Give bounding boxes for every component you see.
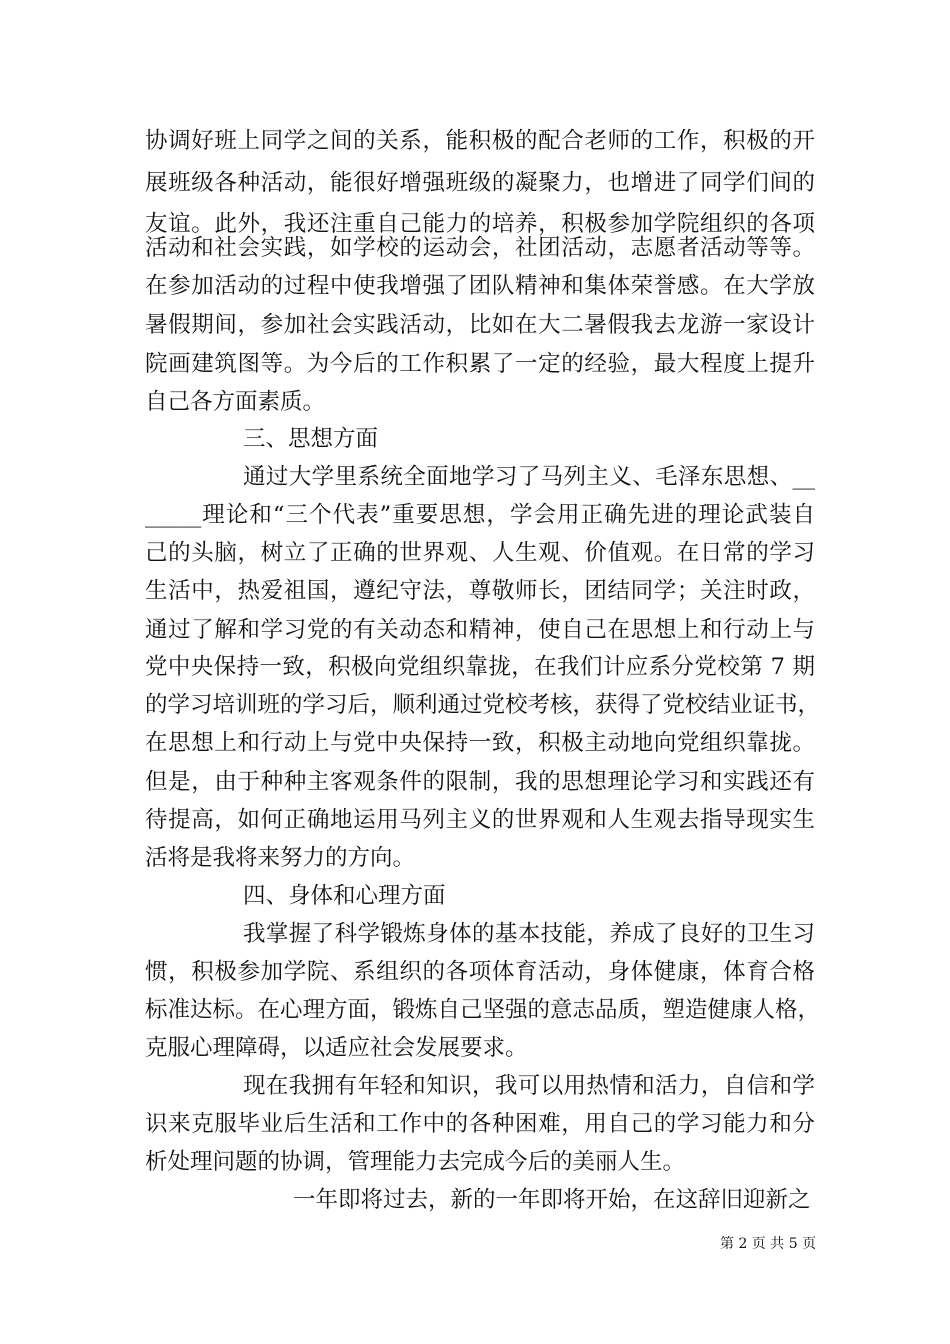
paragraph-line: 展班级各种活动，能很好增强班级的凝聚力，也增进了同学们间的 <box>145 170 815 196</box>
paragraph-line: 活动和社会实践，如学校的运动会，社团活动，志愿者活动等等。 <box>145 235 815 261</box>
paragraph-line: 己的头脑，树立了正确的世界观、人生观、价值观。在日常的学习 <box>145 540 815 566</box>
paragraph-line: 协调好班上同学之间的关系，能积极的配合老师的工作，积极的开 <box>145 128 815 154</box>
paragraph-line: 生活中，热爱祖国，遵纪守法，尊敬师长，团结同学；关注时政， <box>145 578 815 604</box>
paragraph-line: 党中央保持一致，积极向党组织靠拢，在我们计应系分党校第 7 期 <box>145 654 815 680</box>
paragraph-line: _____理论和“三个代表”重要思想，学会用正确先进的理论武装自 <box>145 502 815 528</box>
section-heading: 四、身体和心理方面 <box>243 883 446 909</box>
paragraph-line: 现在我拥有年轻和知识，我可以用热情和活力，自信和学 <box>243 1073 815 1099</box>
paragraph-line: 我掌握了科学锻炼身体的基本技能，养成了良好的卫生习 <box>243 921 815 947</box>
page-number-footer: 第 2 页 共 5 页 <box>720 1236 817 1252</box>
paragraph-line: 通过大学里系统全面地学习了马列主义、毛泽东思想、__ <box>243 464 815 490</box>
paragraph-line: 克服心理障碍，以适应社会发展要求。 <box>145 1035 528 1061</box>
paragraph-line: 暑假期间，参加社会实践活动，比如在大二暑假我去龙游一家设计 <box>145 312 815 338</box>
paragraph-line: 析处理问题的协调，管理能力去完成今后的美丽人生。 <box>145 1149 686 1175</box>
paragraph-line: 一年即将过去，新的一年即将开始，在这辞旧迎新之 <box>293 1187 811 1213</box>
paragraph-line: 通过了解和学习党的有关动态和精神，使自己在思想上和行动上与 <box>145 617 815 643</box>
paragraph-line: 待提高，如何正确地运用马列主义的世界观和人生观去指导现实生 <box>145 807 815 833</box>
paragraph-line: 标准达标。在心理方面，锻炼自己坚强的意志品质，塑造健康人格， <box>145 997 821 1023</box>
paragraph-line: 院画建筑图等。为今后的工作积累了一定的经验，最大程度上提升 <box>145 351 815 377</box>
paragraph-line: 自己各方面素质。 <box>145 389 326 415</box>
paragraph-line: 惯，积极参加学院、系组织的各项体育活动，身体健康，体育合格 <box>145 959 815 985</box>
paragraph-line: 活将是我将来努力的方向。 <box>145 845 416 871</box>
paragraph-line: 在参加活动的过程中使我增强了团队精神和集体荣誉感。在大学放 <box>145 273 815 299</box>
paragraph-line: 在思想上和行动上与党中央保持一致，积极主动地向党组织靠拢。 <box>145 730 815 756</box>
paragraph-line: 识来克服毕业后生活和工作中的各种困难，用自己的学习能力和分 <box>145 1111 815 1137</box>
section-heading: 三、思想方面 <box>243 426 379 452</box>
paragraph-line: 的学习培训班的学习后，顺利通过党校考核，获得了党校结业证书， <box>145 692 821 718</box>
paragraph-line: 友谊。此外，我还注重自己能力的培养，积极参加学院组织的各项 <box>145 211 815 237</box>
paragraph-line: 但是，由于种种主客观条件的限制，我的思想理论学习和实践还有 <box>145 769 815 795</box>
